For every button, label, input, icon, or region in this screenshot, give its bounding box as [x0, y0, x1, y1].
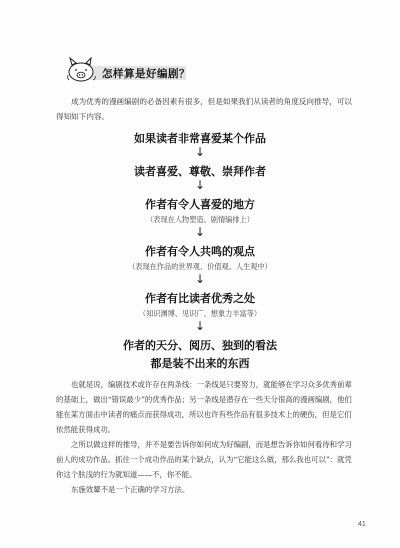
body-paragraph-3: 东施效颦不是一个正确的学习方法。: [71, 485, 190, 494]
flow-step-5: 作者有比读者优秀之处: [145, 292, 255, 305]
pig-icon: [64, 54, 100, 86]
down-arrow-icon: ↓: [194, 272, 206, 286]
flow-note-5: （知识渊博、见识广、想象力丰富等）: [138, 309, 262, 318]
flow-step-6-line-2: 都是装不出来的东西: [150, 357, 250, 370]
intro-paragraph: 成为优秀的漫画编剧的必备因素有很多，但是如果我们从读者的角度反向推导，可以得知如下内容。: [56, 97, 352, 121]
reasoning-flowchart: [80, 132, 320, 371]
down-arrow-icon: ↓: [194, 145, 206, 159]
section-title: 怎样算是好编剧？: [102, 68, 190, 80]
flow-step-2: 读者喜爱、尊敬、崇拜作者: [134, 165, 266, 178]
flow-note-4: （表现在作品的世界观、价值观、人生观中）: [128, 262, 272, 271]
flow-step-6-line-1: 作者的天分、阅历、独到的看法: [123, 339, 277, 352]
body-paragraph-2: 之所以做这样的推导，并不是要告诉你如何成为好编剧，而是想告诉你如何看待和学习前人的成功作品。抓住一个成功作品的某个缺点，认为“它能这么做，那么我也可以”：就凭你这个肤浅的行为就知道——不，你不能。: [56, 440, 352, 479]
flow-note-3: （表现在人物塑造、剧情编排上）: [146, 215, 254, 224]
flow-step-3: 作者有令人喜爱的地方: [145, 198, 255, 211]
down-arrow-icon: ↓: [194, 319, 206, 333]
page-number: 41: [358, 521, 366, 528]
body-paragraph-1: 也就是说，编剧技术或许存在两条线：一条线是只要努力，就能够在学习众多优秀前辈的基础上，做出“错误最少”的优秀作品；另一条线是潜存在一些天分很高的漫画编剧，他们能在某方面击中读者的痛点而获得成功，所以也许有些作品有很多技术上的硬伤，但是它们依然能获得成功。: [56, 380, 352, 434]
flow-step-4: 作者有令人共鸣的观点: [145, 245, 255, 258]
section-header: [64, 60, 344, 84]
flow-step-1: 如果读者非常喜爱某个作品: [134, 132, 266, 145]
down-arrow-icon: ↓: [194, 225, 206, 239]
down-arrow-icon: ↓: [194, 178, 206, 192]
